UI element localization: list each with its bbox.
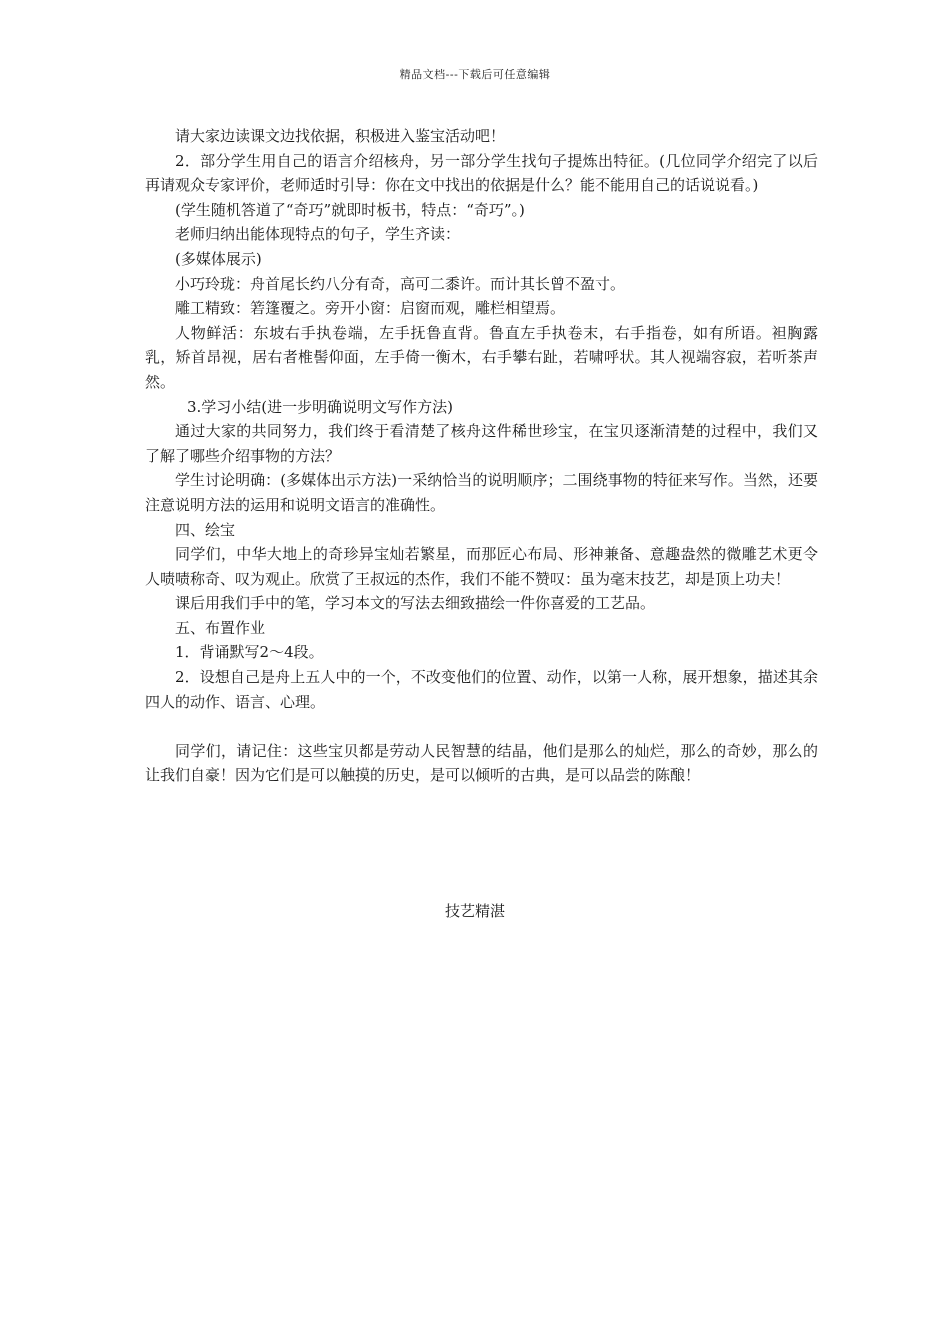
paragraph: 雕工精致：箬篷覆之。旁开小窗：启窗而观，雕栏相望焉。 (175, 299, 566, 318)
closing-title: 技艺精湛 (444, 902, 505, 920)
paragraph: (多媒体展示) (175, 249, 262, 268)
section-heading: 五、布置作业 (175, 618, 266, 637)
document-body (145, 124, 818, 788)
paragraph: 课后用我们手中的笔，学习本文的写法去细致描绘一件你喜爱的工艺品。 (175, 594, 656, 613)
section-heading: 3.学习小结(进一步明确说明文写作方法) (187, 397, 454, 416)
paragraph: 通过大家的共同努力，我们终于看清楚了核舟这件稀世珍宝，在宝贝逐渐清楚的过程中，我们又了解了哪些介绍事物的方法？ (145, 422, 818, 465)
paragraph: 人物鲜活：东坡右手执卷端，左手抚鲁直背。鲁直左手执卷末，右手指卷，如有所语。袒胸露乳，矫首昂视，居右者椎髻仰面，左手倚一衡木，右手攀右趾，若啸呼状。其人视端容寂，若听茶声然。 (145, 323, 818, 391)
section-heading: 四、绘宝 (175, 520, 236, 539)
paragraph: 2．部分学生用自己的语言介绍核舟，另一部分学生找句子提炼出特征。(几位同学介绍完了以后再请观众专家评价，老师适时引导：你在文中找出的依据是什么？能不能用自己的话说说看。) (145, 151, 818, 195)
paragraph: 小巧玲珑：舟首尾长约八分有奇，高可二黍许。而计其长曾不盈寸。 (175, 274, 626, 293)
paragraph: 同学们，请记住：这些宝贝都是劳动人民智慧的结晶，他们是那么的灿烂，那么的奇妙，那么的让我们自豪！因为它们是可以触摸的历史，是可以倾听的古典，是可以品尝的陈酿！ (145, 741, 818, 785)
paragraph: 学生讨论明确：(多媒体出示方法)一采纳恰当的说明顺序；二围绕事物的特征来写作。当然，还要注意说明方法的运用和说明文语言的准确性。 (145, 471, 818, 514)
page-header: 精品文档---下载后可任意编辑 (399, 68, 551, 81)
blank-line (145, 714, 818, 739)
paragraph: 请大家边读课文边找依据，积极进入鉴宝活动吧！ (175, 127, 506, 145)
paragraph: 2．设想自己是舟上五人中的一个，不改变他们的位置、动作，以第一人称，展开想象，描述其余四人的动作、语言、心理。 (145, 668, 818, 711)
paragraph: 老师归纳出能体现特点的句子，学生齐读： (175, 225, 461, 244)
paragraph: 同学们，中华大地上的奇珍异宝灿若繁星，而那匠心布局、形神兼备、意趣盎然的微雕艺术更令人啧啧称奇、叹为观止。欣赏了王叔远的杰作，我们不能不赞叹：虽为毫末技艺，却是顶上功夫！ (145, 545, 818, 588)
paragraph: 1．背诵默写2～4段。 (175, 643, 324, 662)
paragraph: (学生随机答道了“奇巧”就即时板书，特点：“奇巧”。) (175, 200, 525, 219)
